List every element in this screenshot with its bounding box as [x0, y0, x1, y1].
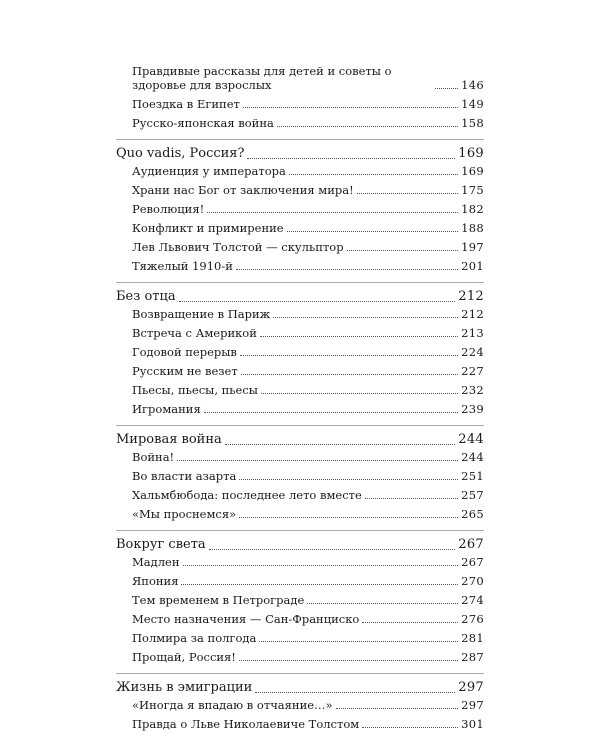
- page-number: 287: [458, 650, 484, 664]
- toc-entry[interactable]: [116, 345, 484, 359]
- dot-leader: [307, 603, 458, 604]
- chapter-title: Во власти азарта: [116, 469, 239, 483]
- dot-leader: [181, 584, 458, 585]
- toc-entry[interactable]: [116, 650, 484, 664]
- chapter-title: Мадлен: [116, 555, 183, 569]
- page-number: 224: [458, 345, 484, 359]
- toc-section-entry[interactable]: [116, 432, 484, 448]
- page-number: 239: [458, 402, 484, 416]
- chapter-title: Полмира за полгода: [116, 631, 259, 645]
- page-number: 270: [458, 574, 484, 588]
- chapter-title: Игромания: [116, 402, 204, 416]
- chapter-title: «Иногда я впадаю в отчаяние…»: [116, 698, 336, 712]
- chapter-title: Тем временем в Петрограде: [116, 593, 307, 607]
- toc-entry[interactable]: [116, 326, 484, 340]
- section-title: Quo vadis, Россия?: [116, 146, 247, 162]
- toc-group: [116, 680, 484, 731]
- dot-leader: [239, 660, 458, 661]
- section-divider: [116, 139, 484, 140]
- dot-leader: [177, 460, 458, 461]
- dot-leader: [362, 622, 458, 623]
- dot-leader: [289, 174, 458, 175]
- chapter-title: Годовой перерыв: [116, 345, 240, 359]
- chapter-title: Пьесы, пьесы, пьесы: [116, 383, 261, 397]
- page-number: 281: [458, 631, 484, 645]
- toc-section-entry[interactable]: [116, 289, 484, 305]
- toc-entry[interactable]: [116, 555, 484, 569]
- dot-leader: [435, 88, 458, 89]
- toc-entry[interactable]: [116, 383, 484, 397]
- page-number: 267: [455, 537, 484, 553]
- page-number: 182: [458, 202, 484, 216]
- page-number: 274: [458, 593, 484, 607]
- page-number: 169: [455, 146, 484, 162]
- dot-leader: [183, 565, 459, 566]
- section-divider: [116, 673, 484, 674]
- toc-entry[interactable]: [116, 402, 484, 416]
- toc-group: [116, 64, 484, 130]
- toc-section-entry[interactable]: [116, 537, 484, 553]
- dot-leader: [243, 107, 458, 108]
- page-number: 244: [458, 450, 484, 464]
- toc-group: [116, 537, 484, 664]
- chapter-title: Правда о Льве Николаевиче Толстом: [116, 717, 362, 731]
- chapter-title: Аудиенция у императора: [116, 164, 289, 178]
- toc-group: [116, 146, 484, 273]
- page-number: 213: [458, 326, 484, 340]
- toc-entry[interactable]: [116, 593, 484, 607]
- page-number: 188: [458, 221, 484, 235]
- dot-leader: [207, 212, 458, 213]
- chapter-title: Прощай, Россия!: [116, 650, 239, 664]
- page-number: 251: [458, 469, 484, 483]
- chapter-title: Хальмбюбода: последнее лето вместе: [116, 488, 365, 502]
- chapter-title: «Мы проснемся»: [116, 507, 239, 521]
- toc-entry[interactable]: [116, 364, 484, 378]
- dot-leader: [236, 269, 458, 270]
- page-number: 265: [458, 507, 484, 521]
- toc-entry[interactable]: [116, 450, 484, 464]
- page-number: 169: [458, 164, 484, 178]
- section-title: Мировая война: [116, 432, 225, 448]
- toc-entry[interactable]: [116, 612, 484, 626]
- chapter-title: Конфликт и примирение: [116, 221, 287, 235]
- dot-leader: [336, 708, 459, 709]
- toc-group: [116, 432, 484, 521]
- page-number: 201: [458, 259, 484, 273]
- dot-leader: [255, 692, 455, 693]
- toc-entry[interactable]: [116, 164, 484, 178]
- table-of-contents: [116, 64, 484, 731]
- chapter-title: Встреча с Америкой: [116, 326, 260, 340]
- dot-leader: [277, 126, 458, 127]
- chapter-title: Революция!: [116, 202, 207, 216]
- dot-leader: [239, 517, 458, 518]
- section-title: Вокруг света: [116, 537, 209, 553]
- toc-entry[interactable]: [116, 698, 484, 712]
- section-divider: [116, 425, 484, 426]
- page-number: 232: [458, 383, 484, 397]
- dot-leader: [225, 444, 456, 445]
- page-number: 197: [458, 240, 484, 254]
- toc-group: [116, 289, 484, 416]
- section-divider: [116, 530, 484, 531]
- toc-entry[interactable]: [116, 259, 484, 273]
- dot-leader: [261, 393, 458, 394]
- dot-leader: [362, 727, 458, 728]
- dot-leader: [273, 317, 458, 318]
- chapter-title: Война!: [116, 450, 177, 464]
- section-title: Без отца: [116, 289, 179, 305]
- toc-entry[interactable]: [116, 183, 484, 197]
- page-number: 158: [458, 116, 484, 130]
- chapter-title: Лев Львович Толстой — скульптор: [116, 240, 347, 254]
- toc-entry[interactable]: [116, 221, 484, 235]
- toc-entry[interactable]: [116, 97, 484, 111]
- toc-entry[interactable]: [116, 116, 484, 130]
- dot-leader: [365, 498, 458, 499]
- page-number: 267: [458, 555, 484, 569]
- toc-section-entry[interactable]: [116, 146, 484, 162]
- chapter-title: Возвращение в Париж: [116, 307, 273, 321]
- dot-leader: [204, 412, 458, 413]
- chapter-title: Правдивые рассказы для детей и советы о здоровье для взрослых: [116, 64, 435, 92]
- section-divider: [116, 282, 484, 283]
- toc-entry[interactable]: [116, 507, 484, 521]
- dot-leader: [259, 641, 458, 642]
- toc-entry[interactable]: [116, 64, 484, 92]
- chapter-title: Русско-японская война: [116, 116, 277, 130]
- chapter-title: Тяжелый 1910-й: [116, 259, 236, 273]
- page-number: 146: [458, 78, 484, 92]
- chapter-title: Русским не везет: [116, 364, 241, 378]
- dot-leader: [357, 193, 458, 194]
- dot-leader: [239, 479, 458, 480]
- toc-entry[interactable]: [116, 717, 484, 731]
- dot-leader: [241, 374, 458, 375]
- chapter-title: Поездка в Египет: [116, 97, 243, 111]
- toc-entry[interactable]: [116, 631, 484, 645]
- dot-leader: [209, 549, 456, 550]
- toc-entry[interactable]: [116, 240, 484, 254]
- toc-entry[interactable]: [116, 469, 484, 483]
- dot-leader: [247, 158, 455, 159]
- chapter-title: Храни нас Бог от заключения мира!: [116, 183, 357, 197]
- page-number: 149: [458, 97, 484, 111]
- page-number: 257: [458, 488, 484, 502]
- toc-section-entry[interactable]: [116, 680, 484, 696]
- dot-leader: [287, 231, 459, 232]
- toc-entry[interactable]: [116, 202, 484, 216]
- dot-leader: [260, 336, 458, 337]
- page-number: 297: [458, 698, 484, 712]
- dot-leader: [347, 250, 459, 251]
- chapter-title: Япония: [116, 574, 181, 588]
- page-number: 301: [458, 717, 484, 731]
- page-number: 175: [458, 183, 484, 197]
- section-title: Жизнь в эмиграции: [116, 680, 255, 696]
- page-number: 244: [455, 432, 484, 448]
- page-number: 297: [455, 680, 484, 696]
- toc-entry[interactable]: [116, 307, 484, 321]
- page-number: 212: [458, 307, 484, 321]
- page-number: 227: [458, 364, 484, 378]
- page-number: 212: [455, 289, 484, 305]
- toc-entry[interactable]: [116, 488, 484, 502]
- dot-leader: [240, 355, 458, 356]
- chapter-title: Место назначения — Сан-Франциско: [116, 612, 362, 626]
- toc-entry[interactable]: [116, 574, 484, 588]
- page-number: 276: [458, 612, 484, 626]
- dot-leader: [179, 301, 456, 302]
